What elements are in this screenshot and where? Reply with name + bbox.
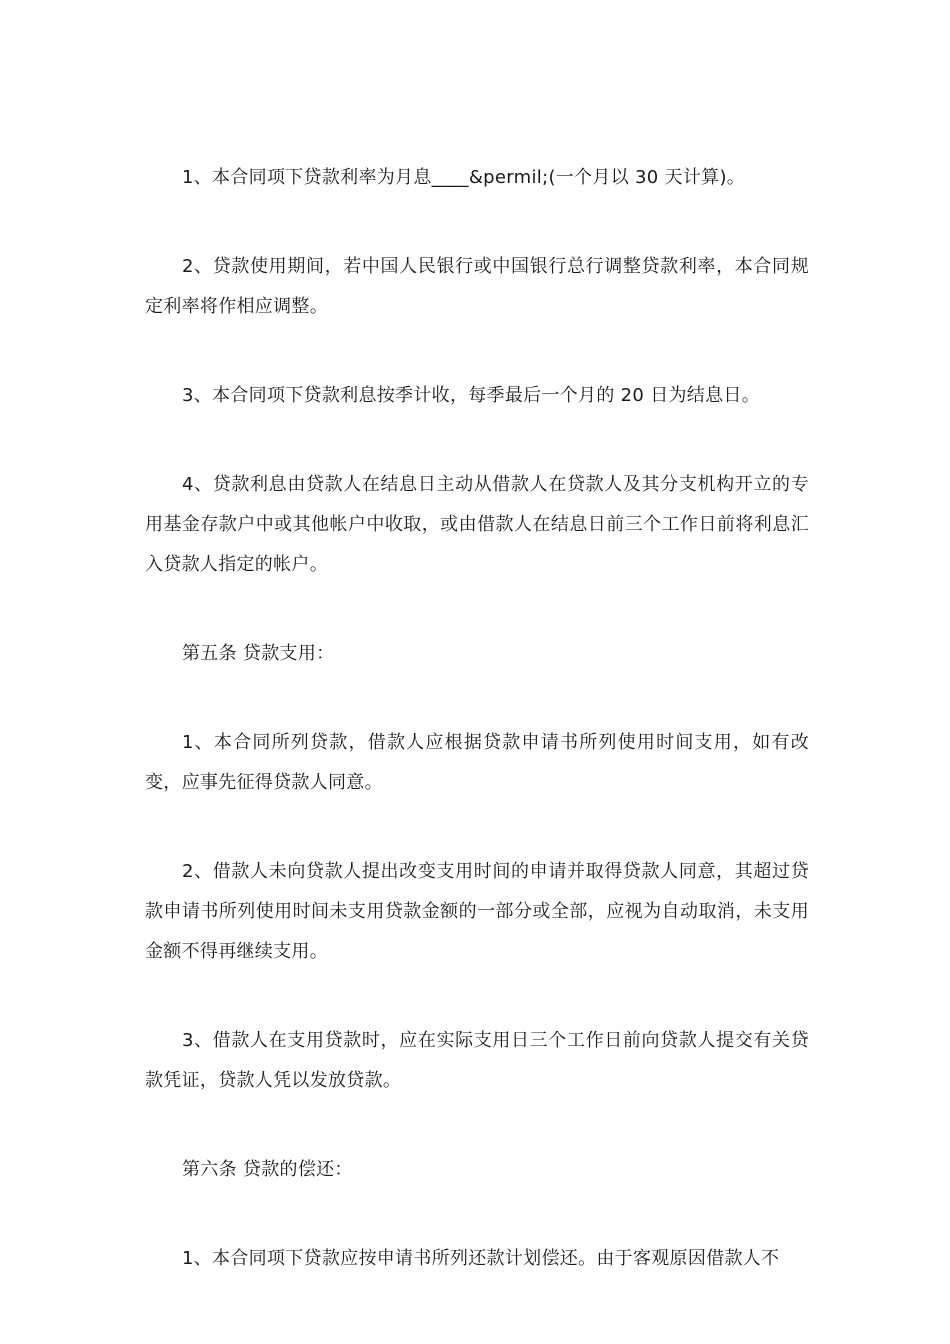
paragraph-interest-collection: 4、贷款利息由贷款人在结息日主动从借款人在贷款人及其分支机构开立的专用基金存款户中或其他帐户中收取，或由借款人在结息日前三个工作日前将利息汇入贷款人指定的帐户。 xyxy=(145,474,809,575)
paragraph-rate-adjustment: 2、贷款使用期间，若中国人民银行或中国银行总行调整贷款利率，本合同规定利率将作相应调整。 xyxy=(145,256,809,317)
paragraph-repayment-plan: 1、本合同项下贷款应按申请书所列还款计划偿还。由于客观原因借款人不 xyxy=(182,1248,780,1269)
section-heading-article-6: 第六条 贷款的偿还： xyxy=(182,1159,353,1180)
paragraph-quarterly-interest: 3、本合同项下贷款利息按季计收，每季最后一个月的 20 日为结息日。 xyxy=(182,385,760,406)
paragraph-drawdown-documents: 3、借款人在支用贷款时，应在实际支用日三个工作日前向贷款人提交有关贷款凭证，贷款人凭以发放贷款。 xyxy=(145,1030,809,1091)
section-heading-article-5: 第五条 贷款支用： xyxy=(182,643,335,664)
paragraph-interest-rate: 1、本合同项下贷款利率为月息____&permil;(一个月以 30 天计算)。 xyxy=(182,167,746,188)
paragraph-drawdown-schedule: 1、本合同所列贷款，借款人应根据贷款申请书所列使用时间支用，如有改变，应事先征得贷款人同意。 xyxy=(145,732,809,793)
paragraph-drawdown-cancellation: 2、借款人未向贷款人提出改变支用时间的申请并取得贷款人同意，其超过贷款申请书所列使用时间未支用贷款金额的一部分或全部，应视为自动取消，未支用金额不得再继续支用。 xyxy=(145,861,809,962)
document-body xyxy=(145,158,809,1328)
